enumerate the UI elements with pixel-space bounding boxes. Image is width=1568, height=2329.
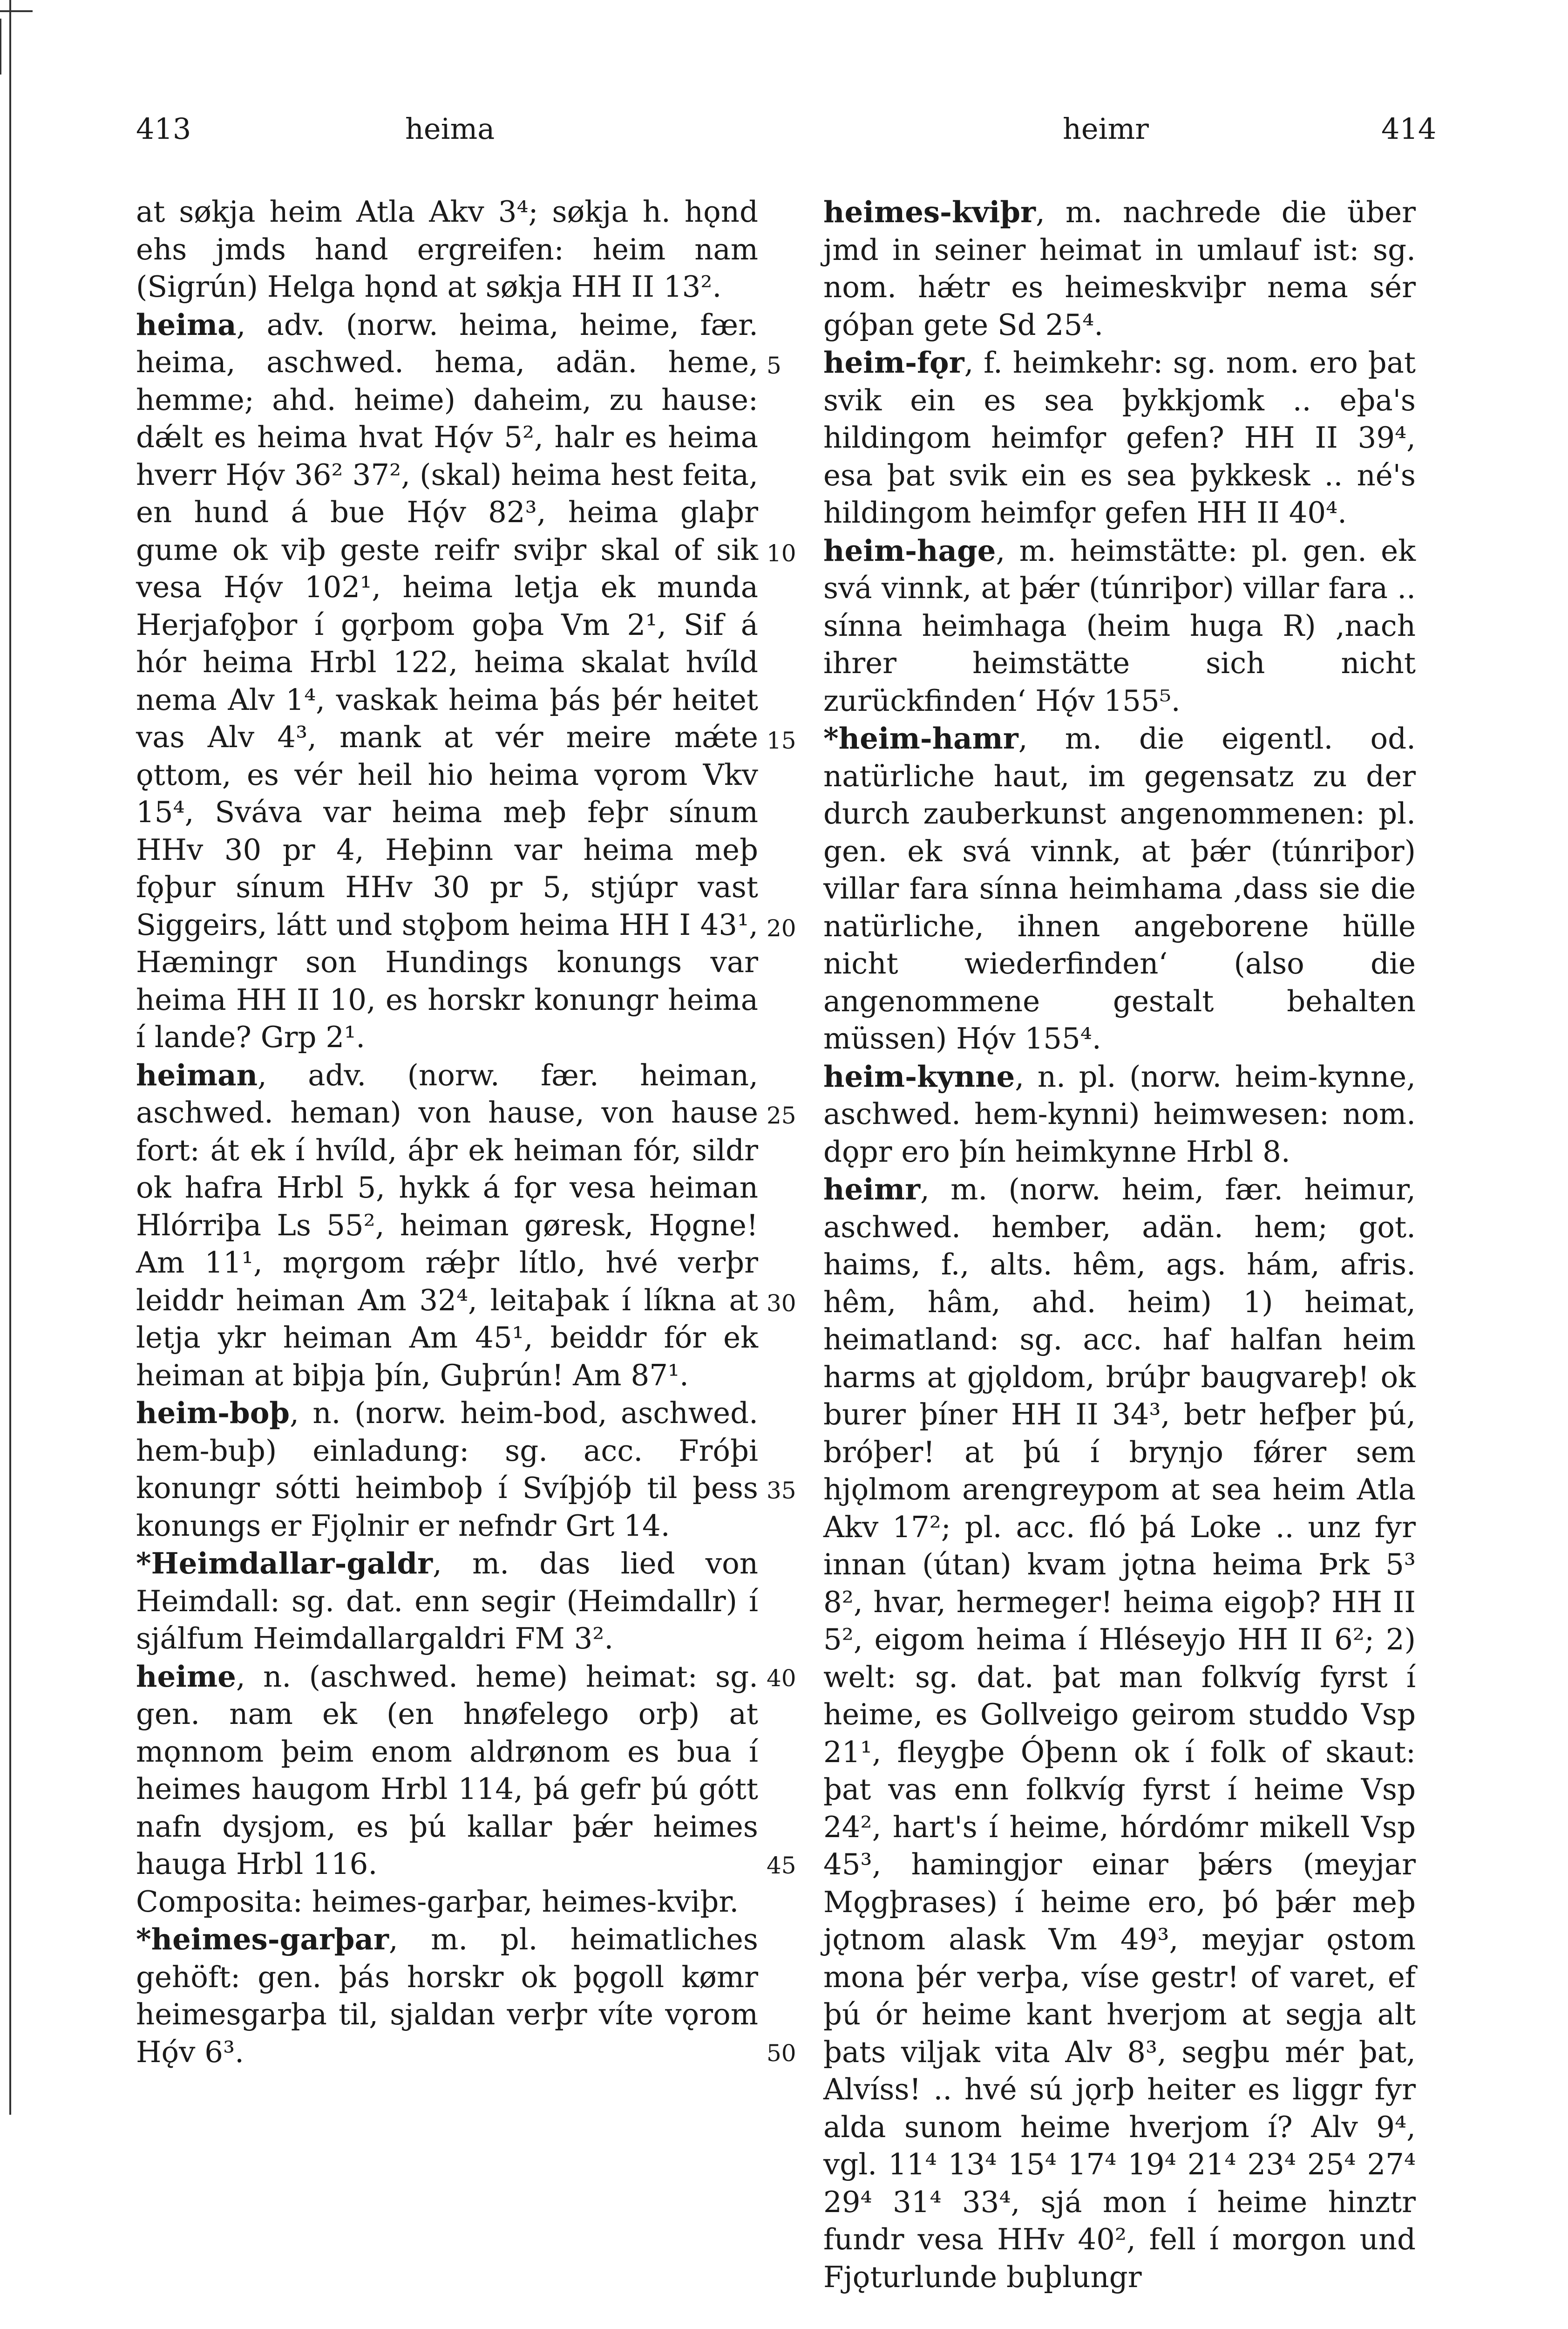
line-number: 10 bbox=[767, 539, 796, 567]
entry-headword: heim-kynne bbox=[823, 1059, 1015, 1094]
dictionary-entry bbox=[136, 306, 758, 1056]
entry-headword: *Heimdallar-galdr bbox=[136, 1546, 433, 1580]
entry-body: , m. die eigentl. od. natürliche haut, im gegensatz zu der durch zauberkunst angenommenen: pl. gen. ek svá vinnk, at þǽr (túnriþor) villar fara sínna heimhama ‚dass sie die natürliche, ihnen angeborene hülle nicht wiederfinden‘ (also die angenommene gestalt behalten müssen) Hǫ́v 155⁴. bbox=[823, 722, 1416, 1056]
entry-headword: heimr bbox=[823, 1172, 921, 1206]
entry-headword: heim-boþ bbox=[136, 1396, 290, 1430]
running-headword-right: heimr bbox=[1063, 112, 1149, 146]
entry-body: , m. heimstätte: pl. gen. ek svá vinnk, at þǽr (túnriþor) villar fara .. sínna heimhaga (heim huga R) ‚nach ihrer heimstätte sich nicht zurückfinden‘ Hǫ́v 155⁵. bbox=[823, 533, 1416, 718]
dictionary-entry bbox=[823, 1171, 1416, 2296]
entry-headword: heim-fǫr bbox=[823, 345, 964, 380]
dictionary-entry bbox=[136, 1883, 758, 1921]
line-number: 25 bbox=[767, 1102, 796, 1129]
right-column bbox=[823, 193, 1416, 2296]
entry-body: , n. (aschwed. heme) heimat: sg. gen. nam ek (en hnøfelego orþ) at mǫnnom þeim enom aldrønom es bua í heimes haugom Hrbl 114, þá gefr þú gótt nafn dysjom, es þú kallar þǽr heimes hauga Hrbl 116. bbox=[136, 1659, 758, 1881]
page-number-left: 413 bbox=[136, 112, 191, 146]
running-headword-left: heima bbox=[405, 112, 495, 146]
dictionary-entry bbox=[823, 532, 1416, 720]
entry-headword: heim-hage bbox=[823, 533, 996, 568]
dictionary-entry bbox=[823, 344, 1416, 532]
entry-headword: *heim-hamr bbox=[823, 721, 1018, 756]
dictionary-entry bbox=[823, 720, 1416, 1058]
dictionary-entry bbox=[136, 1545, 758, 1658]
line-number: 5 bbox=[767, 352, 781, 379]
entry-body: Composita: heimes-garþar, heimes-kviþr. bbox=[136, 1884, 739, 1919]
entry-headword: heima bbox=[136, 307, 237, 342]
line-number: 50 bbox=[767, 2039, 796, 2067]
scan-corner-mark bbox=[0, 10, 33, 12]
entry-body: , n. pl. (norw. heim-kynne, aschwed. hem-kynni) heimwesen: nom. dǫpr ero þín heimkynne Hrbl 8. bbox=[823, 1059, 1416, 1169]
entry-body: , f. heimkehr: sg. nom. ero þat svik ein es sea þykkjomk .. eþa's hildingom heimfǫr gefen? HH II 39⁴, esa þat svik ein es sea þykkesk .. né's hildingom heimfǫr gefen HH II 40⁴. bbox=[823, 346, 1416, 530]
page-number-right: 414 bbox=[1381, 112, 1437, 146]
dictionary-entry bbox=[823, 193, 1416, 344]
entry-body: , m. pl. heimatliches gehöft: gen. þás horskr ok þǫgoll kømr heimesgarþa til, sjaldan verþr víte vǫrom Hǫ́v 6³. bbox=[136, 1922, 758, 2069]
line-number: 45 bbox=[767, 1852, 796, 1879]
dictionary-entry bbox=[136, 1658, 758, 1883]
entry-body: , m. (norw. heim, fær. heimur, aschwed. hember, adän. hem; got. haims, f., alts. hêm, ags. hám, afris. hêm, hâm, ahd. heim) 1) heimat, heimatland: sg. acc. haf halfan heim harms at gjǫldom, brúþr baugvareþ! ok burer þíner HH II 34³, betr hefþer þú, bróþer! at þú í brynjo fǿrer sem hjǫlmom arengreypom at sea heim Atla Akv 17²; pl. acc. fló þá Loke .. unz fyr innan (útan) kvam jǫtna heima Þrk 5³ 8², hvar, hermeger! heima eigoþ? HH II 5², eigom heima í Hléseyjo HH II 6²; 2) welt: sg. dat. þat man folkvíg fyrst í heime, es Gollveigo geirom studdo Vsp 21¹, fleygþe Óþenn ok í folk of skaut: þat vas enn folkvíg fyrst í heime Vsp 24², hart's í heime, hórdómr mikell Vsp 45³, hamingjor einar þǽrs (meyjar Mǫgþrases) í heime ero, þó þǽr meþ jǫtnom alask Vm 49³, meyjar ǫstom mona þér verþa, víse gestr! of varet, ef þú ór heime kant hverjom at segja alt þats viljak vita Alv 8³, segþu mér þat, Alvíss! .. hvé sú jǫrþ heiter es liggr fyr alda sunom heime hverjom í? Alv 9⁴, vgl. 11⁴ 13⁴ 15⁴ 17⁴ 19⁴ 21⁴ 23⁴ 25⁴ 27⁴ 29⁴ 31⁴ 33⁴, sjá mon í heime hinztr fundr vesa HHv 40², fell í morgon und Fjǫturlunde buþlungr bbox=[823, 1172, 1416, 2294]
entry-body: , m. das lied von Heimdall: sg. dat. enn segir (Heimdallr) í sjálfum Heimdallargaldri FM 3². bbox=[136, 1546, 758, 1655]
entry-body: , adv. (norw. fær. heiman, aschwed. heman) von hause, von hause fort: át ek í hvíld, áþr ek heiman fór, sildr ok hafra Hrbl 5, hykk á fǫr vesa heiman Hlórriþa Ls 55², heiman gøresk, Hǫgne! Am 11¹, mǫrgom rǽþr lítlo, hvé verþr leiddr heiman Am 32⁴, leitaþak í líkna at letja ykr heiman Am 45¹, beiddr fór ek heiman at biþja þín, Guþrún! Am 87¹. bbox=[136, 1058, 758, 1392]
left-column bbox=[136, 193, 758, 2071]
line-number: 15 bbox=[767, 727, 796, 754]
line-number: 35 bbox=[767, 1477, 796, 1504]
dictionary-entry bbox=[823, 1058, 1416, 1171]
line-number: 30 bbox=[767, 1289, 796, 1317]
scan-edge-line bbox=[9, 0, 11, 2115]
scan-corner-mark bbox=[0, 19, 1, 75]
entry-body: , m. nachrede die über jmd in seiner heimat in umlauf ist: sg. nom. hǽtr es heimeskviþr nema sér góþan gete Sd 25⁴. bbox=[823, 195, 1416, 342]
dictionary-entry bbox=[136, 193, 758, 306]
dictionary-entry bbox=[136, 1920, 758, 2071]
dictionary-entry bbox=[136, 1394, 758, 1545]
entry-headword: heiman bbox=[136, 1057, 258, 1092]
page-header bbox=[0, 112, 1568, 168]
entry-headword: *heimes-garþar bbox=[136, 1922, 389, 1956]
line-number: 40 bbox=[767, 1664, 796, 1692]
line-number: 20 bbox=[767, 914, 796, 942]
entry-headword: heimes-kviþr bbox=[823, 195, 1036, 229]
entry-body: , n. (norw. heim-bod, aschwed. hem-buþ) einladung: sg. acc. Fróþi konungr sótti heimboþ í Svíþjóþ til þess konungs er Fjǫlnir er nefndr Grt 14. bbox=[136, 1396, 758, 1543]
entry-body: , adv. (norw. heima, heime, fær. heima, aschwed. hema, adän. heme, hemme; ahd. heime) daheim, zu hause: dǽlt es heima hvat Hǫ́v 5², halr es heima hverr Hǫ́v 36² 37², (skal) heima hest feita, en hund á bue Hǫ́v 82³, heima glaþr gume ok viþ geste reifr sviþr skal of sik vesa Hǫ́v 102¹, heima letja ek munda Herjafǫþor í gǫrþom goþa Vm 2¹, Sif á hór heima Hrbl 122, heima skalat hvíld nema Alv 1⁴, vaskak heima þás þér heitet vas Alv 4³, mank at vér meire mǽte ǫttom, es vér heil hio heima vǫrom Vkv 15⁴, Sváva var heima meþ feþr sínum HHv 30 pr 4, Heþinn var heima meþ fǫþur sínum HHv 30 pr 5, stjúpr vast Siggeirs, látt und stǫþom heima HH I 43¹, Hæmingr son Hundings konungs var heima HH II 10, es horskr konungr heima í lande? Grp 2¹. bbox=[136, 307, 758, 1054]
entry-headword: heime bbox=[136, 1659, 236, 1694]
entry-body: at søkja heim Atla Akv 3⁴; søkja h. hǫnd ehs jmds hand ergreifen: heim nam (Sigrún) Helga hǫnd at søkja HH II 13². bbox=[136, 195, 758, 304]
dictionary-entry bbox=[136, 1056, 758, 1395]
